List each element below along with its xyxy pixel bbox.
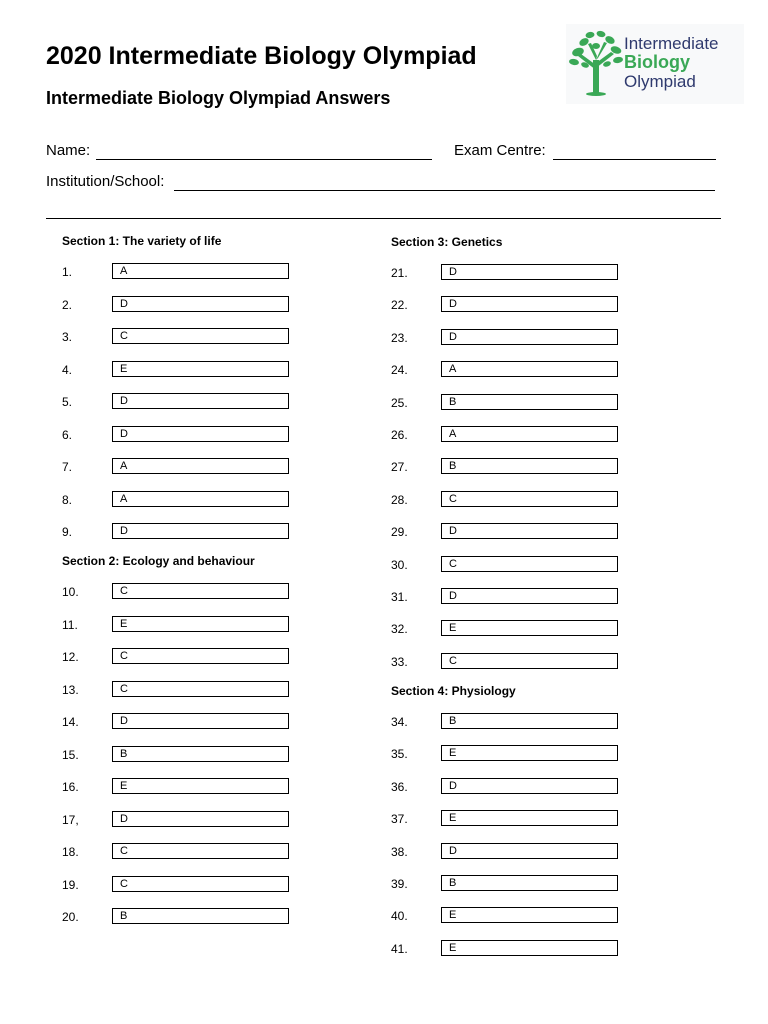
question-number: 32.	[391, 622, 408, 636]
answer-box[interactable]	[112, 616, 289, 632]
answer-value: B	[449, 460, 457, 472]
question-number: 23.	[391, 331, 408, 345]
answer-row	[62, 296, 302, 314]
answer-box[interactable]	[441, 843, 618, 859]
question-number: 33.	[391, 655, 408, 669]
answer-value: E	[449, 622, 457, 634]
question-number: 6.	[62, 428, 73, 442]
answer-row	[62, 843, 302, 861]
answer-value: D	[120, 525, 128, 537]
question-number: 19.	[62, 878, 79, 892]
answer-row	[391, 588, 631, 606]
question-number: 25.	[391, 396, 408, 410]
answer-row	[391, 843, 631, 861]
answer-row	[62, 778, 302, 796]
answer-box[interactable]	[441, 264, 618, 280]
answer-row	[391, 745, 631, 763]
tree-icon	[568, 30, 624, 96]
answer-row	[391, 713, 631, 731]
question-number: 16.	[62, 780, 79, 794]
page-title: 2020 Intermediate Biology Olympiad	[46, 42, 477, 70]
answer-box[interactable]	[112, 393, 289, 409]
answer-value: C	[120, 845, 128, 857]
question-number: 28.	[391, 493, 408, 507]
answer-box[interactable]	[441, 491, 618, 507]
question-number: 14.	[62, 715, 79, 729]
answer-value: D	[120, 395, 128, 407]
question-number: 38.	[391, 845, 408, 859]
question-number: 7.	[62, 460, 73, 474]
answer-row	[391, 458, 631, 476]
question-number: 24.	[391, 363, 408, 377]
answer-row	[391, 620, 631, 638]
answer-box[interactable]	[441, 394, 618, 410]
answer-value: B	[449, 396, 457, 408]
answer-value: D	[120, 428, 128, 440]
divider	[46, 218, 721, 219]
answer-row	[391, 810, 631, 828]
question-number: 31.	[391, 590, 408, 604]
answer-value: C	[120, 878, 128, 890]
question-number: 11.	[62, 618, 78, 632]
answer-row	[62, 811, 302, 829]
name-label: Name:	[46, 142, 91, 159]
question-number: 37.	[391, 812, 408, 826]
answer-box[interactable]	[441, 778, 618, 794]
answer-box[interactable]	[112, 523, 289, 539]
answer-box[interactable]	[441, 296, 618, 312]
question-number: 18.	[62, 845, 79, 859]
answer-row	[391, 394, 631, 412]
answer-value: A	[449, 428, 457, 440]
question-number: 40.	[391, 909, 408, 923]
answer-box[interactable]	[441, 745, 618, 761]
answer-value: D	[449, 525, 457, 537]
answer-value: B	[449, 877, 457, 889]
answer-value: A	[449, 363, 457, 375]
answer-box[interactable]	[112, 458, 289, 474]
question-number: 3.	[62, 330, 73, 344]
answer-value: A	[120, 265, 128, 277]
section-title: Section 2: Ecology and behaviour	[62, 554, 255, 568]
answer-box[interactable]	[441, 713, 618, 729]
answer-value: D	[449, 266, 457, 278]
answer-box[interactable]	[112, 713, 289, 729]
answer-row	[391, 264, 631, 282]
answer-box[interactable]	[441, 588, 618, 604]
answer-row	[62, 263, 302, 281]
answer-row	[62, 393, 302, 411]
question-number: 10.	[62, 585, 79, 599]
answer-row	[62, 648, 302, 666]
answer-row	[391, 296, 631, 314]
question-number: 1.	[62, 265, 73, 279]
question-number: 12.	[62, 650, 79, 664]
question-number: 26.	[391, 428, 408, 442]
exam-centre-field[interactable]	[553, 159, 716, 160]
question-number: 21.	[391, 266, 408, 280]
question-number: 17,	[62, 813, 79, 827]
answer-row	[391, 653, 631, 671]
answer-row	[62, 616, 302, 634]
answer-box[interactable]	[112, 426, 289, 442]
answer-box[interactable]	[441, 810, 618, 826]
answer-value: B	[120, 748, 128, 760]
answer-row	[391, 329, 631, 347]
answer-box[interactable]	[112, 908, 289, 924]
institution-label: Institution/School:	[46, 173, 165, 190]
answer-value: E	[120, 618, 128, 630]
answer-row	[62, 523, 302, 541]
answer-value: E	[120, 780, 128, 792]
answer-box[interactable]	[112, 296, 289, 312]
answer-value: C	[120, 683, 128, 695]
answer-box[interactable]	[441, 523, 618, 539]
answer-value: B	[449, 715, 457, 727]
answer-value: D	[449, 590, 457, 602]
question-number: 41.	[391, 942, 408, 956]
answer-row	[62, 426, 302, 444]
answer-value: E	[449, 812, 457, 824]
answer-value: C	[449, 493, 457, 505]
answer-box[interactable]	[112, 263, 289, 279]
question-number: 36.	[391, 780, 408, 794]
answer-value: A	[120, 460, 128, 472]
question-number: 13.	[62, 683, 79, 697]
question-number: 15.	[62, 748, 79, 762]
question-number: 20.	[62, 910, 79, 924]
name-field[interactable]	[96, 159, 432, 160]
answer-value: A	[120, 493, 128, 505]
answer-box[interactable]	[112, 811, 289, 827]
question-number: 4.	[62, 363, 73, 377]
answer-box[interactable]	[112, 681, 289, 697]
answer-box[interactable]	[441, 620, 618, 636]
answer-value: E	[449, 942, 457, 954]
answer-box[interactable]	[112, 778, 289, 794]
answer-value: E	[449, 909, 457, 921]
answer-box[interactable]	[112, 491, 289, 507]
answer-value: C	[449, 558, 457, 570]
answer-box[interactable]	[441, 556, 618, 572]
answer-box[interactable]	[112, 746, 289, 762]
answer-value: D	[449, 780, 457, 792]
answer-box[interactable]	[441, 361, 618, 377]
section-title: Section 4: Physiology	[391, 684, 516, 698]
answer-row	[391, 907, 631, 925]
answer-row	[391, 778, 631, 796]
answer-row	[62, 328, 302, 346]
answer-row	[391, 426, 631, 444]
logo-text-line1: Intermediate	[624, 34, 719, 53]
answer-box[interactable]	[112, 361, 289, 377]
answer-row	[62, 876, 302, 894]
question-number: 5.	[62, 395, 73, 409]
question-number: 39.	[391, 877, 408, 891]
section-title: Section 3: Genetics	[391, 235, 503, 249]
answer-box[interactable]	[441, 875, 618, 891]
answer-row	[391, 523, 631, 541]
answer-value: D	[449, 845, 457, 857]
answer-row	[62, 361, 302, 379]
page-subtitle: Intermediate Biology Olympiad Answers	[46, 88, 391, 108]
answer-box[interactable]	[112, 583, 289, 599]
answer-value: E	[120, 363, 128, 375]
olympiad-logo	[566, 24, 744, 104]
answer-value: C	[449, 655, 457, 667]
answer-row	[62, 458, 302, 476]
answer-row	[62, 583, 302, 601]
answer-row	[391, 875, 631, 893]
answer-row	[391, 940, 631, 958]
answer-value: B	[120, 910, 128, 922]
answer-value: D	[120, 813, 128, 825]
answer-value: C	[120, 585, 128, 597]
answer-row	[62, 713, 302, 731]
answer-value: D	[120, 298, 128, 310]
answer-box[interactable]	[112, 876, 289, 892]
exam-centre-label: Exam Centre:	[454, 142, 546, 159]
question-number: 29.	[391, 525, 408, 539]
answer-box[interactable]	[112, 328, 289, 344]
answer-box[interactable]	[441, 907, 618, 923]
answer-box[interactable]	[112, 843, 289, 859]
answer-row	[62, 491, 302, 509]
answer-box[interactable]	[441, 940, 618, 956]
answer-row	[391, 361, 631, 379]
answer-value: C	[120, 650, 128, 662]
question-number: 22.	[391, 298, 408, 312]
question-number: 34.	[391, 715, 408, 729]
logo-text-line2: Biology	[624, 52, 690, 72]
answer-box[interactable]	[441, 653, 618, 669]
logo-text-line3: Olympiad	[624, 72, 696, 91]
question-number: 2.	[62, 298, 73, 312]
answer-box[interactable]	[441, 458, 618, 474]
section-title: Section 1: The variety of life	[62, 234, 222, 248]
answer-row	[391, 556, 631, 574]
answer-row	[391, 491, 631, 509]
institution-field[interactable]	[174, 190, 715, 191]
answer-value: D	[449, 331, 457, 343]
answer-value: D	[120, 715, 128, 727]
answer-value: D	[449, 298, 457, 310]
answer-row	[62, 908, 302, 926]
question-number: 8.	[62, 493, 73, 507]
answer-value: E	[449, 747, 457, 759]
question-number: 35.	[391, 747, 408, 761]
answer-row	[62, 746, 302, 764]
answer-box[interactable]	[112, 648, 289, 664]
answer-value: C	[120, 330, 128, 342]
answer-row	[62, 681, 302, 699]
question-number: 9.	[62, 525, 73, 539]
question-number: 27.	[391, 460, 408, 474]
answer-box[interactable]	[441, 426, 618, 442]
answer-box[interactable]	[441, 329, 618, 345]
question-number: 30.	[391, 558, 408, 572]
